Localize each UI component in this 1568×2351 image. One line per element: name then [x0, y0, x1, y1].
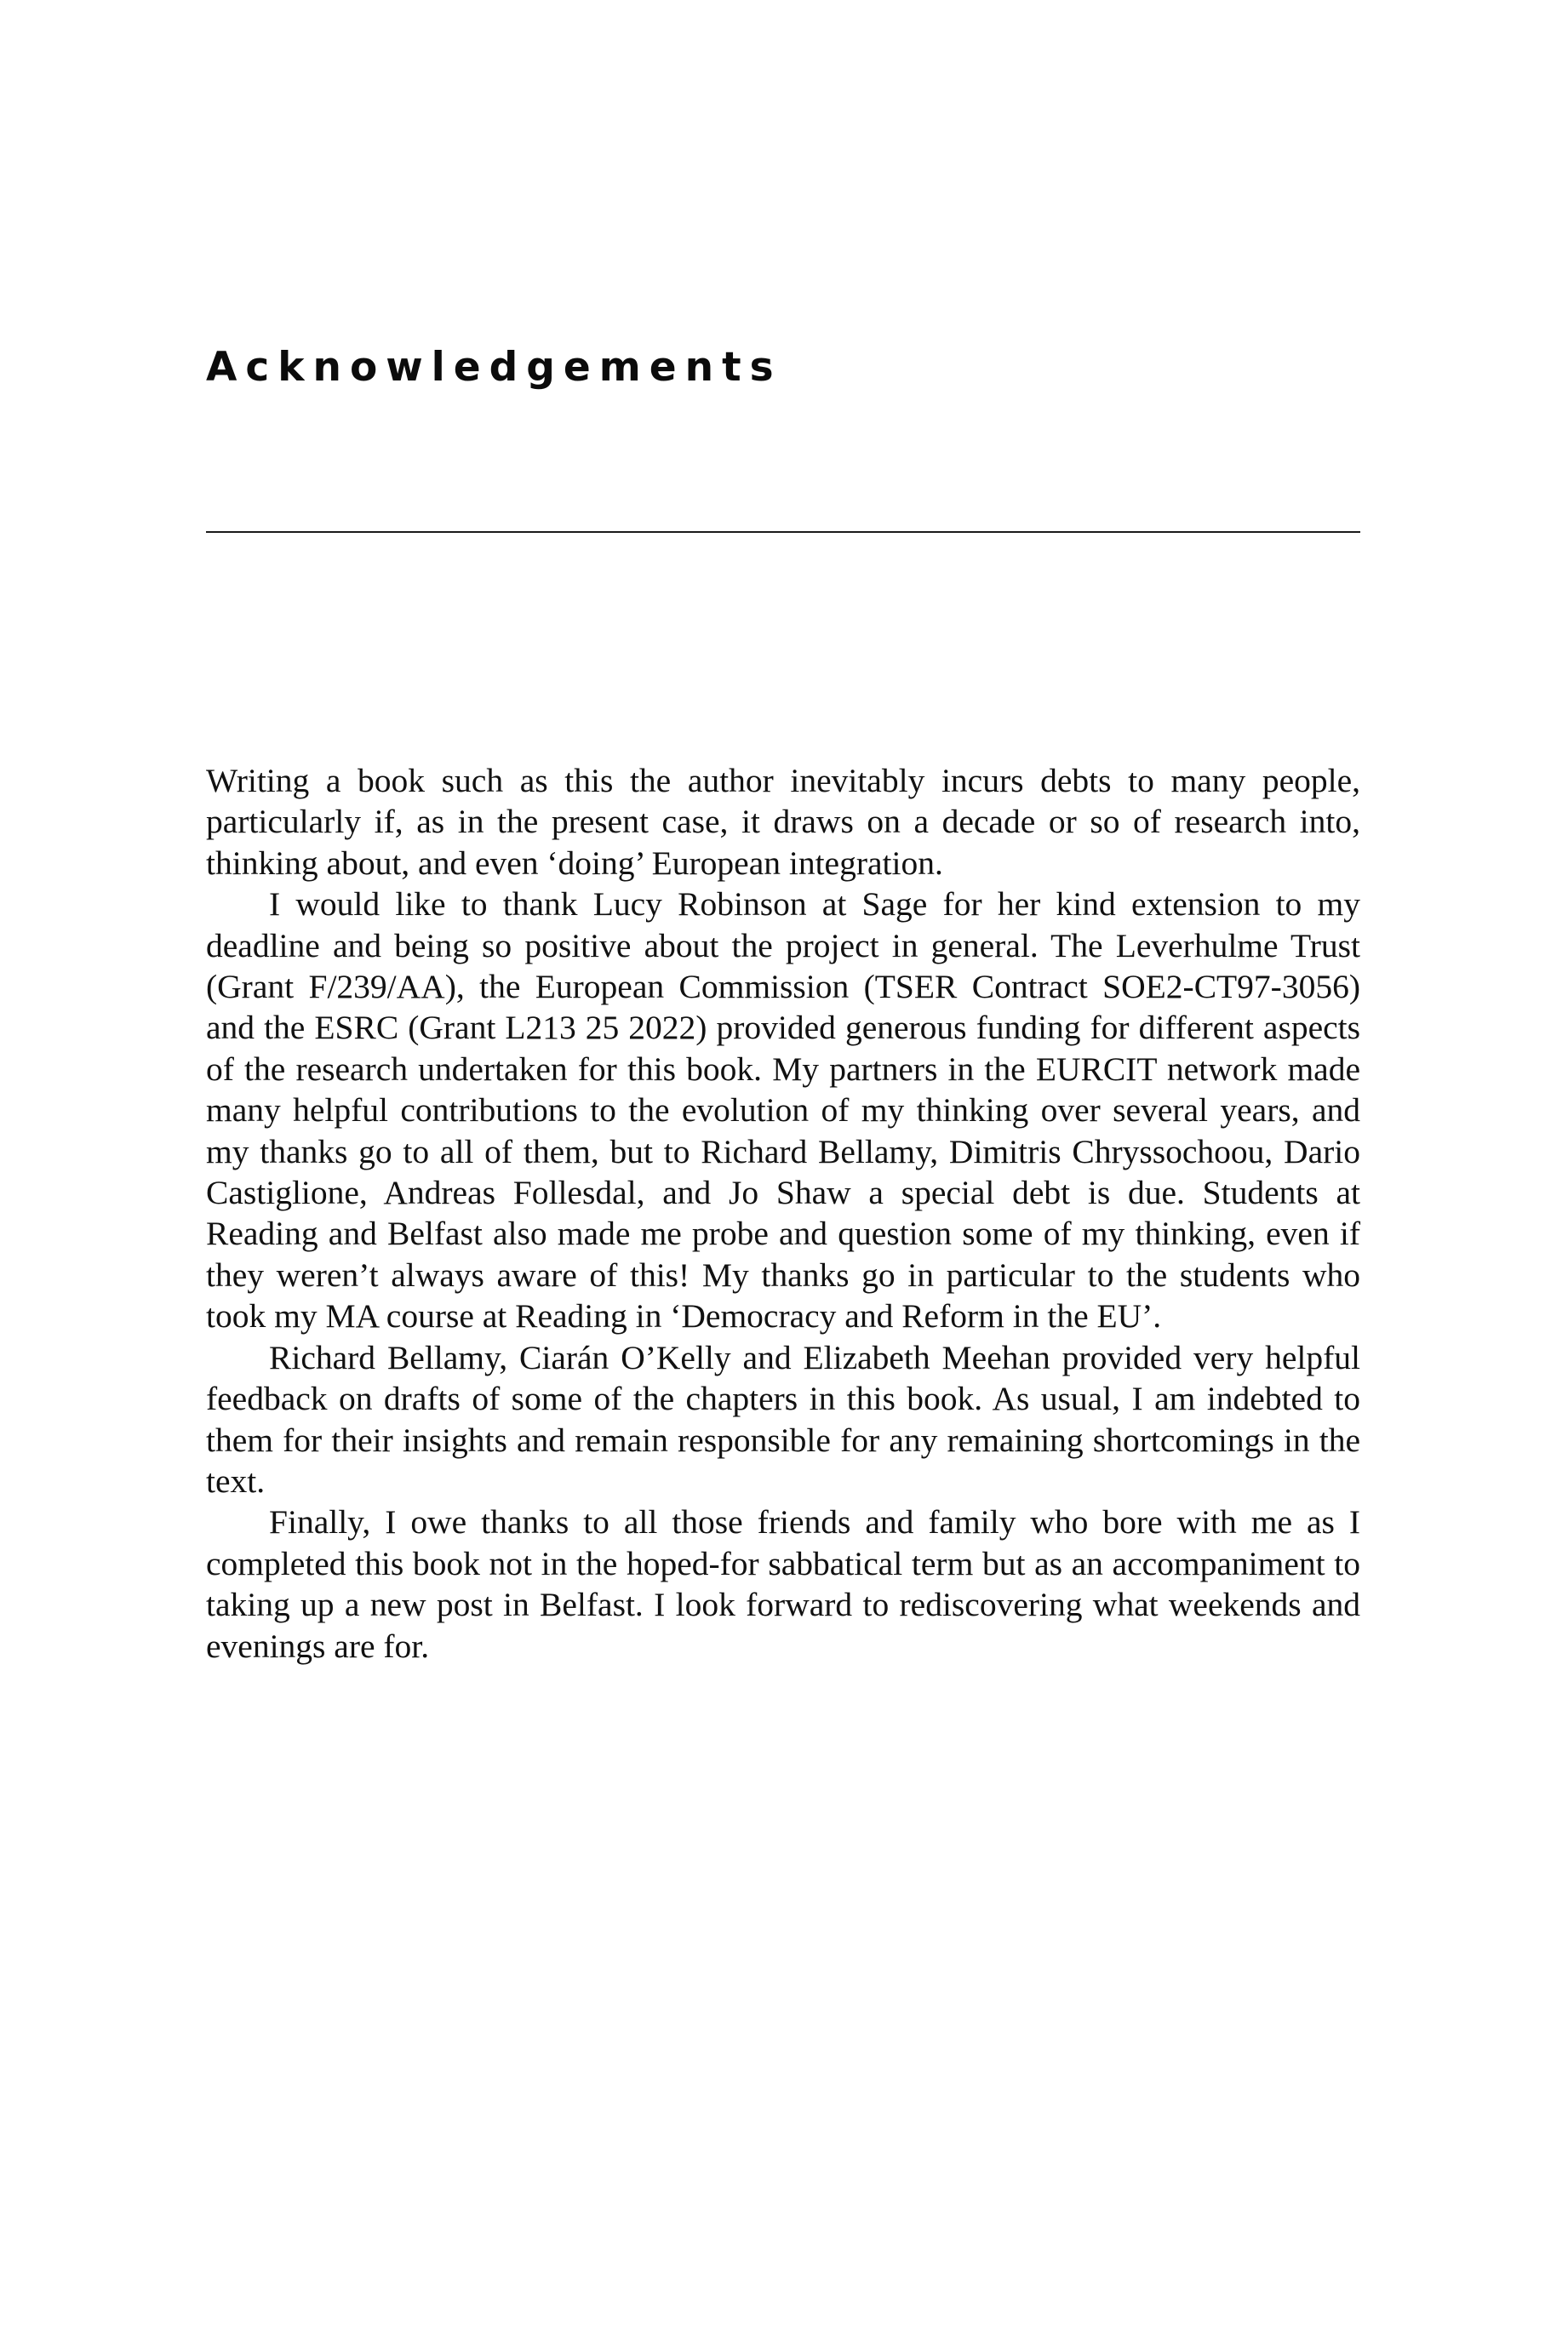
- paragraph-3: Richard Bellamy, Ciarán O’Kelly and Elizabeth Meehan provided very helpful feedback on drafts of some of the chapters in this book. As usual, I am indebted to them for their insights and remain responsible for any remaining shortcomings in the text.: [206, 1338, 1360, 1500]
- paragraph-1: Writing a book such as this the author inevitably incurs debts to many people, particularly if, as in the present case, it draws on a decade or so of research into, thinking about, and even ‘doing’ European integration.: [206, 762, 1360, 882]
- title-divider: [206, 531, 1360, 533]
- paragraph-2: I would like to thank Lucy Robinson at Sage for her kind extension to my deadline and being so positive about the project in general. The Leverhulme Trust (Grant F/239/AA), the European Commission (TSER Contract SOE2-CT97-3056) and the ESRC (Grant L213 25 2022) provided generous funding for different aspects of the research undertaken for this book. My partners in the EURCIT network made many helpful contributions to the evolution of my thinking over several years, and my thanks go to all of them, but to Richard Bellamy, Dimitris Chryssochoou, Dario Castiglione, Andreas Follesdal, and Jo Shaw a special debt is due. Students at Reading and Belfast also made me probe and question some of my thinking, even if they weren’t always aware of this! My thanks go in particular to the students who took my MA course at Reading in ‘Democracy and Reform in the EU’.: [206, 885, 1360, 1336]
- page-title: Acknowledgements: [206, 344, 782, 391]
- body-text: [206, 760, 1360, 1667]
- paragraph-4: Finally, I owe thanks to all those friends and family who bore with me as I completed this book not in the hoped-for sabbatical term but as an accompaniment to taking up a new post in Belfast. I look forward to rediscovering what weekends and evenings are for.: [206, 1503, 1360, 1665]
